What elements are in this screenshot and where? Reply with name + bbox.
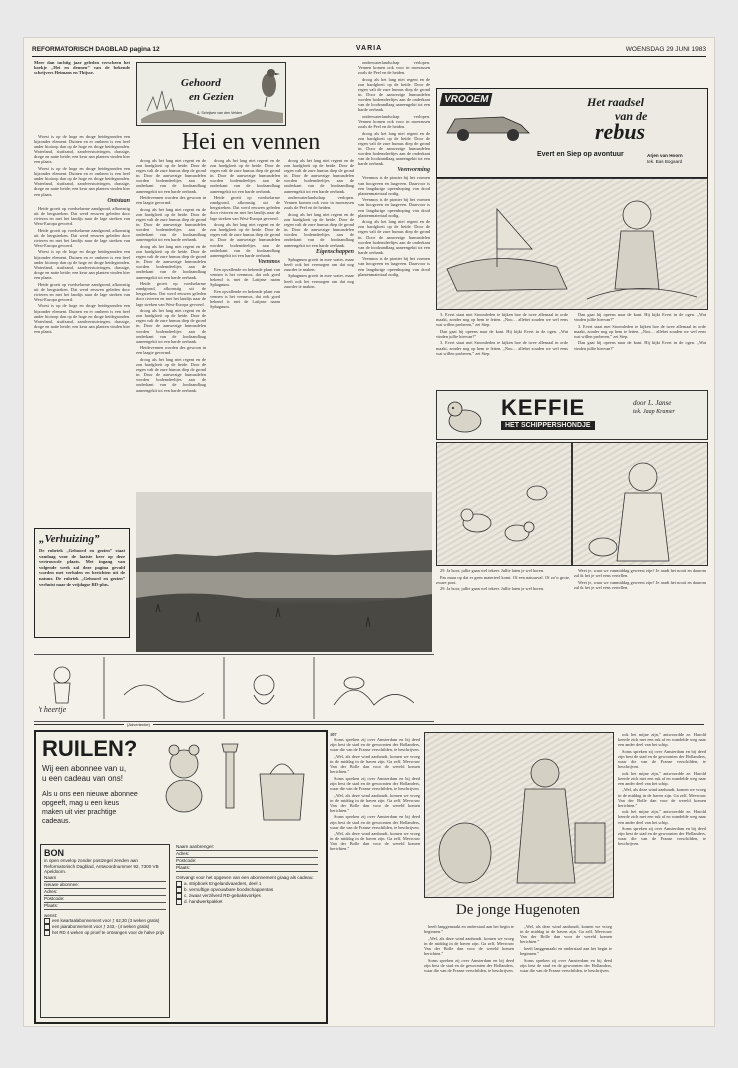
- ad-line-1: Wij een abonnee van u,: [42, 764, 127, 773]
- gift-c[interactable]: c. zwaar verzilverd RD-gebaksvorkjes: [176, 893, 318, 899]
- rebus-logo: VROOEM: [440, 93, 493, 106]
- rubric-title-2: en Gezien: [189, 91, 234, 103]
- field-postcode-aanbrenger[interactable]: Postcode:: [176, 858, 318, 865]
- option-kwartaal[interactable]: een kwartaalabonnement voor ƒ 62,30 (3 weken gratis): [44, 918, 166, 924]
- option-proef[interactable]: het RD 4 weken op proef te ontvangen voor de halve prijs: [44, 930, 166, 936]
- option-jaar[interactable]: een jaarabonnement voor ƒ 243,- (4 weken gratis): [44, 924, 166, 930]
- sailor-scene: [573, 443, 707, 565]
- subhead-eigenschappen: Eigenschappen: [315, 248, 354, 255]
- gift-illustrations: [156, 738, 316, 830]
- article-col-1: droog als het lang niet regent en de zon hardgloeit op de heide. Door de regen valt de zure humus diep de grond in. Door de aanwezige humusdelen worden bodemdeeltjes aan de onderkant van de loodzandlaag aaneengekit tot een harde oerbank. Heidevennen worden des gewoon in een laagte gevormd. droog als het lang niet regent en de zon hardgloeit op de heide. Door de regen valt de zure humus diep de grond in. Door de aanwezige humusdelen worden bodemdeeltjes aan de onderkant van de loodzandlaag aaneengekit tot een harde oerbank. droog als het lang niet regent en de zon hardgloeit op de heide. Door de regen valt de zure humus diep de grond in. Door de aanwezige humusdelen worden bodemdeeltjes aan de onderkant van de loodzandlaag aaneengekit tot een harde oerbank. Heide groeit op voedselarme zandgrond, afkomstig uit de bergstreken. Dat werd eeuwen geleden door rivieren en met het landijs naar de lage streken van West-Europa gevoerd. droog als het lang niet regent en de zon hardgloeit op de heide. Door de regen valt de zure humus diep de grond in. Door de aanwezige humusdelen worden bodemdeeltjes aan de onderkant van de loodzandlaag aaneengekit tot een harde oerbank. Heidevennen worden des gewoon in een laagte gevormd. droog als het lang niet regent en de zon hardgloeit op de heide. Door de regen valt de zure humus diep de grond in. Door de aanwezige humusdelen worden bodemdeeltjes aan de onderkant van de loodzandlaag aaneengekit tot een harde oerbank.: [136, 158, 206, 393]
- field-naam-aanbrenger[interactable]: Naam aanbrenger:: [176, 844, 318, 851]
- keffie-text-right: Weet je, waar we vanmiddag geweest zijn? Je raadt het nooit en daarom zal ik het je wel eens vertellen. Weet je, waar we vanmiddag geweest zijn? Je raadt het nooit en daarom zal ik het je wel eens vertellen.: [574, 568, 706, 590]
- hugenoten-col-2: heeft langgemaakt en onderstaal aan het begin te beginnen.” „Wel, als deze wind aanhoudt, komen we vroeg in de middag in de haven zijn. Ga zelf, Mevrouw Van der Bolle dan voor de wereld komen berichten.” Soms spreken zij over Amsterdam en bij deed zijn best de stad en de gewoonten der Hollanders, waar die van de Franse verschilden, te beschrijven.: [424, 924, 514, 973]
- ad-line-2: u een cadeau van ons!: [42, 774, 123, 783]
- form-heading: BON: [44, 848, 64, 858]
- page-header: [32, 44, 706, 57]
- checkbox-icon[interactable]: [176, 881, 182, 887]
- field-plaats[interactable]: Plaats:: [44, 903, 166, 910]
- intro-lead: Meer dan tachtig jaar geleden verscheen het boekje „Hei en dennen” van de bekende schrijvers Heimans en Thijsse.: [34, 60, 130, 76]
- ship-hold-scene: [425, 733, 613, 897]
- keffie-text-left: 29. Ja hoor, jullie gaan wel tekeer. Jullie laten je wel horen. Pas maar op dat er geen materieel komt. Of een natuurval. Of zo’n grote, zware poot. 29. Ja hoor, jullie gaan wel tekeer. Jullie laten je wel horen.: [436, 568, 570, 592]
- verhuizing-title: „Verhuizing”: [39, 533, 100, 545]
- ad-body: Als u ons een nieuwe abonnee opgeeft, mag u een keus maken uit vier prachtige cadeaus.: [42, 791, 138, 825]
- header-date: WOENSDAG 29 JUNI 1983: [625, 46, 706, 53]
- field-postcode[interactable]: Postcode:: [44, 896, 166, 903]
- ad-form: [40, 844, 170, 1018]
- gift-b[interactable]: b. vernuftige opvouwbare boodschappentas: [176, 887, 318, 893]
- form-instructions: in open envelop zonder postzegel zenden aan Reformatorisch Dagblad, Antwoordnummer 92, 7300 VB Apeldoorn.: [44, 858, 159, 875]
- hugenoten-illustration: [424, 732, 614, 898]
- rebus-panel: [436, 178, 708, 310]
- heath-landscape: [136, 492, 432, 652]
- field-naam[interactable]: Naam: [44, 875, 166, 882]
- hugenoten-title: De jonge Hugenoten: [455, 902, 581, 918]
- verhuizing-box: [34, 528, 130, 638]
- checkbox-icon[interactable]: [44, 930, 50, 936]
- checkbox-icon[interactable]: [176, 893, 182, 899]
- car-illustration: [443, 109, 533, 143]
- ad-label: (Advertentie): [124, 722, 153, 727]
- keffie-subtitle: HET SCHIPPERSHONDJE: [501, 421, 595, 430]
- checkbox-icon[interactable]: [176, 899, 182, 905]
- intro-body: Woest is op de hoge en droge heidegronden een bijzonder element. Duinen en er omheen is een heel ander biotoop dan op de hoge en droge heidegronden. Waterland, stuifzand, zandverstuivingen, drassige, droge en natte heide; een keur aan planten vinden hier een plaats. Woest is op de hoge en droge heidegronden een bijzonder element. Duinen en er omheen is een heel ander biotoop dan op de hoge en droge heidegronden. Waterland, stuifzand, zandverstuivingen, drassige, droge en natte heide; een keur aan planten vinden hier een plaats. Ontstaan Heide groeit op voedselarme zandgrond, afkomstig uit de bergstreken. Dat werd eeuwen geleden door rivieren en met het landijs naar de lage streken van West-Europa gevoerd. Heide groeit op voedselarme zandgrond, afkomstig uit de bergstreken. Dat werd eeuwen geleden door rivieren en met het landijs naar de lage streken van West-Europa gevoerd. Woest is op de hoge en droge heidegronden een bijzonder element. Duinen en er omheen is een heel ander biotoop dan op de hoge en droge heidegronden. Waterland, stuifzand, zandverstuivingen, drassige, droge en natte heide; een keur aan planten vinden hier een plaats. Heide groeit op voedselarme zandgrond, afkomstig uit de bergstreken. Dat werd eeuwen geleden door rivieren en met het landijs naar de lage streken van West-Europa gevoerd. Woest is op de hoge en droge heidegronden een bijzonder element. Duinen en er omheen is een heel ander biotoop dan op de hoge en droge heidegronden. Waterland, stuifzand, zandverstuivingen, drassige, droge en natte heide; een keur aan planten vinden hier een plaats.: [34, 134, 130, 334]
- article-col-2: droog als het lang niet regent en de zon hardgloeit op de heide. Door de regen valt de zure humus diep de grond in. Door de aanwezige humusdelen worden bodemdeeltjes aan de onderkant van de loodzandlaag aaneengekit tot een harde oerbank. Heide groeit op voedselarme zandgrond, afkomstig uit de bergstreken. Dat werd eeuwen geleden door rivieren en met het landijs naar de lage streken van West-Europa gevoerd. droog als het lang niet regent en de zon hardgloeit op de heide. Door de regen valt de zure humus diep de grond in. Door de aanwezige humusdelen worden bodemdeeltjes aan de onderkant van de loodzandlaag aaneengekit tot een harde oerbank. Veenmos Een opvallende en bekende plant van vennen is het veenmos, dat ook goed bekend is met de Latijnse naam Sphagnum. Een opvallende en bekende plant van vennen is het veenmos, dat ook goed bekend is met de Latijnse naam Sphagnum.: [210, 158, 280, 310]
- rubric-credit: A. Schrijven van den Velden: [197, 111, 242, 115]
- section-title: VARIA: [355, 45, 383, 52]
- rebus-author: Arjen van Hoorn: [647, 153, 683, 158]
- gift-intro: Ontvangt voor het opgeven van een abonnement graag als cadeau:: [176, 875, 314, 880]
- field-nieuwe-abonnee[interactable]: nieuwe abonnee:: [44, 882, 166, 889]
- subhead-ontstaan: Ontstaan: [107, 197, 130, 204]
- cartoon-drawing: [34, 655, 434, 721]
- options-heading: wenst:: [44, 912, 58, 918]
- ad-form-right: [176, 844, 318, 1018]
- rubric-title-1: Gehoord: [181, 77, 221, 89]
- verhuizing-body: De rubriek „Gehoord en gezien” staat vandaag voor de laatste keer op deze vertrouwde plaats. Met ingang van volgende week zal deze pagina gevuld worden met verhalen en berichten uit de natuur. De rubriek „Gehoord en gezien” verhuist naar de vrijdagse RD-plus.: [39, 548, 125, 587]
- checkbox-icon[interactable]: [176, 887, 182, 893]
- rebus-title-3: rebus: [595, 119, 646, 144]
- rubric-banner: [136, 62, 286, 126]
- article-col-4: onderwaterlandschap verlopen. Vennen komen ook voor in moerassen zoals de Peel en de heiden. droog als het lang niet regent en de zon hardgloeit op de heide. Door de regen valt de zure humus diep de grond in. Door de aanwezige humusdelen worden bodemdeeltjes aan de onderkant van de loodzandlaag aaneengekit tot een harde oerbank. onderwaterlandschap verlopen. Vennen komen ook voor in moerassen zoals de Peel en de heiden. droog als het lang niet regent en de zon hardgloeit op de heide. Door de regen valt de zure humus diep de grond in. Door de aanwezige humusdelen worden bodemdeeltjes aan de onderkant van de loodzandlaag aaneengekit tot een harde oerbank. Veenvorming Veenmos is de pionier bij het vormen van hoogveen en laagveen. Daarvoor is een langdurige opeenhoping van dood plantenmateriaal nodig. Veenmos is de pionier bij het vormen van hoogveen en laagveen. Daarvoor is een langdurige opeenhoping van dood plantenmateriaal nodig. droog als het lang niet regent en de zon hardgloeit op de heide. Door de regen valt de zure humus diep de grond in. Door de aanwezige humusdelen worden bodemdeeltjes aan de onderkant van de loodzandlaag aaneengekit tot een harde oerbank. Veenmos is de pionier bij het vormen van hoogveen en laagveen. Daarvoor is een langdurige opeenhoping van dood plantenmateriaal nodig.: [358, 60, 430, 277]
- keffie-panel-2: [572, 442, 708, 566]
- keffie-panel-1: [436, 442, 572, 566]
- dog-icon: [441, 395, 489, 435]
- hugenoten-col-1: 107 Soms spreken zij over Amsterdam en bij deed zijn best de stad en de gewoonten der Hollanders, waar die van de Franse verschilden, te beschrijven. „Wel, als deze wind aanhoudt, komen we vroeg in de middag in de haven zijn. Ga zelf, Mevrouw Van der Bolle dan voor de wereld komen berichten.” Soms spreken zij over Amsterdam en bij deed zijn best de stad en de gewoonten der Hollanders, waar die van de Franse verschilden, te beschrijven. „Wel, als deze wind aanhoudt, komen we vroeg in de middag in de haven zijn. Ga zelf, Mevrouw Van der Bolle dan voor de wereld komen berichten.” Soms spreken zij over Amsterdam en bij deed zijn best de stad en de gewoonten der Hollanders, waar die van de Franse verschilden, te beschrijven. „Wel, als deze wind aanhoudt, komen we vroeg in de middag in de haven zijn. Ga zelf, Mevrouw Van der Bolle dan voor de wereld komen berichten.”: [330, 732, 420, 852]
- rebus-scene: [437, 179, 707, 309]
- mice-scene: [437, 443, 571, 565]
- field-plaats-aanbrenger[interactable]: Plaats:: [176, 865, 318, 872]
- newspaper-page: [24, 38, 714, 1026]
- keffie-illustrator: tek. Jaap Kramer: [633, 409, 675, 415]
- rebus-header: [436, 88, 708, 178]
- keffie-header: [436, 390, 708, 440]
- article-title: Hei en vennen: [181, 129, 321, 155]
- cartoon-strip: [34, 654, 434, 722]
- keffie-title: KEFFIE: [501, 395, 586, 420]
- gift-d[interactable]: d. handwerkpakket: [176, 899, 318, 905]
- article-col-3: droog als het lang niet regent en de zon hardgloeit op de heide. Door de regen valt de zure humus diep de grond in. Door de aanwezige humusdelen worden bodemdeeltjes aan de onderkant van de loodzandlaag aaneengekit tot een harde oerbank. onderwaterlandschap verlopen. Vennen komen ook voor in moerassen zoals de Peel en de heiden. droog als het lang niet regent en de zon hardgloeit op de heide. Door de regen valt de zure humus diep de grond in. Door de aanwezige humusdelen worden bodemdeeltjes aan de onderkant van de loodzandlaag aaneengekit tot een harde oerbank. Eigenschappen Sphagnum groeit in zure water, maar heeft ook het vermogen om dat nog zuurder te maken. Sphagnum groeit in zure water, maar heeft ook het vermogen om dat nog zuurder te maken.: [284, 158, 354, 289]
- hugenoten-col-3: „Wel, als deze wind aanhoudt, komen we vroeg in de middag in de haven zijn. Ga zelf, Mevrouw Van der Bolle dan voor de wereld komen berichten.” heeft langgemaakt en onderstaal aan het begin te beginnen.” Soms spreken zij over Amsterdam en bij deed zijn best de stad en de gewoonten der Hollanders, waar die van de Franse verschilden, te beschrijven.: [520, 924, 612, 973]
- rebus-title-1: Het raadsel: [587, 95, 644, 109]
- hugenoten-col-4: ook het mijne zijn,” antwoordde ze. Harold keerde zich met een ruk af en wandelde weg naar een ander deel van het schip. Soms spreken zij over Amsterdam en bij deed zijn best de stad en de gewoonten der Hollanders, waar die van de Franse verschilden, te beschrijven. ook het mijne zijn,” antwoordde ze. Harold keerde zich met een ruk af en wandelde weg naar een ander deel van het schip. „Wel, als deze wind aanhoudt, komen we vroeg in de middag in de haven zijn. Ga zelf, Mevrouw Van der Bolle dan voor de wereld komen berichten.” ook het mijne zijn,” antwoordde ze. Harold keerde zich met een ruk af en wandelde weg naar een ander deel van het schip. Soms spreken zij over Amsterdam en bij deed zijn best de stad en de gewoonten der Hollanders, waar die van de Franse verschilden, te beschrijven.: [618, 732, 706, 847]
- heath-photo: [136, 492, 432, 652]
- rebus-text-right: Dan gaat hij opeens naar de kant. Hij kijkt Evert in de ogen. „Wat vinden jullie hiervan?” 3. Evert staat met Stoomleden te kijken hoe de twee allemaal in orde maakt, zonder nog op hem te letten. „Nou… allebei zouden we wel eens wat willen proberen,” zei Siep. Dan gaat hij opeens naar de kant. Hij kijkt Evert in de ogen. „Wat vinden jullie hiervan?”: [574, 312, 706, 351]
- field-adres-aanbrenger[interactable]: Adres:: [176, 851, 318, 858]
- ad-title: RUILEN?: [42, 736, 138, 761]
- episode-number: 107: [330, 732, 337, 737]
- cartoon-caption: 't heertje: [38, 705, 67, 714]
- field-adres[interactable]: Adres:: [44, 889, 166, 896]
- subhead-veenvorming: Veenvorming: [397, 167, 430, 174]
- rebus-subtitle: Evert en Siep op avontuur: [537, 151, 624, 158]
- rebus-text-left: 3. Evert staat met Stoomleden te kijken hoe de twee allemaal in orde maakt, zonder nog op hem te letten. „Nou… allebei zouden we wel eens wat willen proberen,” zei Siep. Dan gaat hij opeens naar de kant. Hij kijkt Evert in de ogen. „Wat vinden jullie hiervan?” 3. Evert staat met Stoomleden te kijken hoe de twee allemaal in orde maakt, zonder nog op hem te letten. „Nou… allebei zouden we wel eens wat willen proberen,” zei Siep.: [436, 312, 568, 356]
- advertisement: [34, 730, 328, 1024]
- header-left: REFORMATORISCH DAGBLAD pagina 12: [32, 46, 160, 53]
- rebus-illustrator: tek. Bas Bogaard: [647, 159, 683, 164]
- gift-a[interactable]: a. stripboek Engelandvaarders, deel 1: [176, 881, 318, 887]
- keffie-author: door L. Janse: [633, 399, 672, 407]
- subhead-veenmos: Veenmos: [257, 258, 280, 265]
- rebus-title-2: van de: [615, 109, 648, 123]
